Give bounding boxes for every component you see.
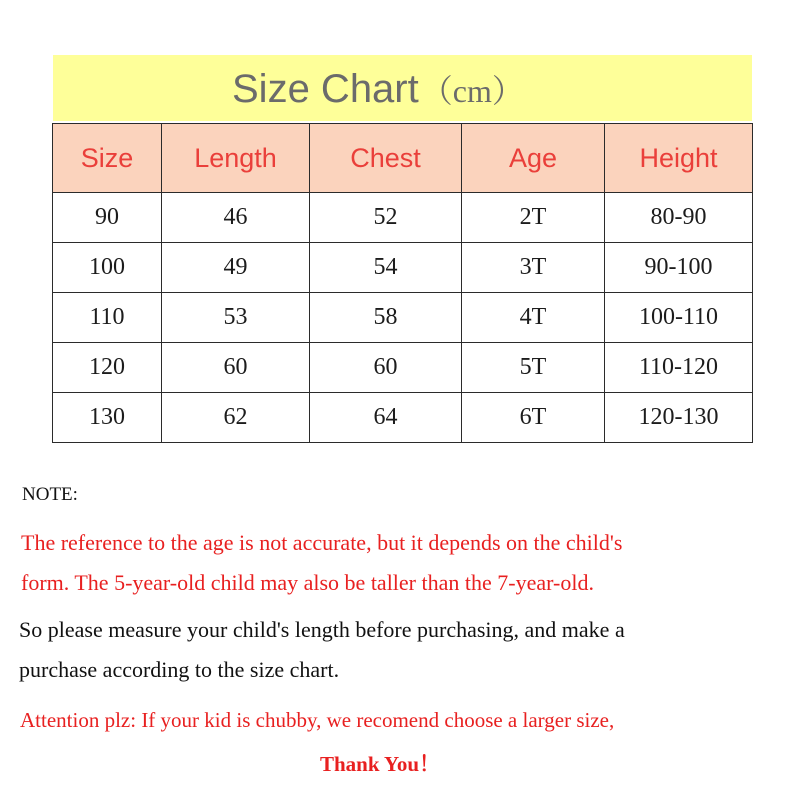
thank-you-text: Thank You！ (319, 752, 441, 776)
cell-length: 53 (162, 293, 310, 343)
age-disclaimer (21, 523, 781, 603)
cell-age: 4T (462, 293, 605, 343)
header-size: Size (53, 124, 162, 193)
title-main-text: Size Chart (232, 67, 419, 111)
cell-size: 90 (53, 193, 162, 243)
page-title (232, 64, 524, 114)
cell-chest: 60 (310, 343, 462, 393)
cell-size: 130 (53, 393, 162, 443)
measure-advice-line: purchase according to the size chart. (19, 657, 340, 682)
cell-height: 80-90 (605, 193, 753, 243)
header-age: Age (462, 124, 605, 193)
cell-length: 60 (162, 343, 310, 393)
table-row (53, 343, 753, 393)
cell-age: 2T (462, 193, 605, 243)
cell-chest: 54 (310, 243, 462, 293)
measure-advice-line: So please measure your child's length before purchasing, and make a (19, 617, 625, 642)
attention-note: Attention plz: If your kid is chubby, we recomend choose a larger size, (20, 708, 615, 732)
cell-height: 90-100 (605, 243, 753, 293)
cell-height: 100-110 (605, 293, 753, 343)
cell-length: 62 (162, 393, 310, 443)
cell-age: 3T (462, 243, 605, 293)
age-disclaimer-line: form. The 5-year-old child may also be taller than the 7-year-old. (21, 570, 594, 595)
cell-chest: 52 (310, 193, 462, 243)
cell-age: 5T (462, 343, 605, 393)
cell-height: 110-120 (605, 343, 753, 393)
title-unit-text: （cm） (420, 73, 524, 109)
table-header-row (53, 124, 753, 193)
cell-length: 49 (162, 243, 310, 293)
cell-size: 100 (53, 243, 162, 293)
table-row (53, 243, 753, 293)
size-chart-table (52, 123, 753, 443)
header-chest: Chest (310, 124, 462, 193)
measure-advice (19, 610, 789, 690)
table-row (53, 193, 753, 243)
cell-size: 110 (53, 293, 162, 343)
cell-age: 6T (462, 393, 605, 443)
cell-chest: 64 (310, 393, 462, 443)
table-row (53, 393, 753, 443)
cell-length: 46 (162, 193, 310, 243)
table-row (53, 293, 753, 343)
note-heading: NOTE: (22, 484, 78, 505)
header-height: Height (605, 124, 753, 193)
cell-height: 120-130 (605, 393, 753, 443)
header-length: Length (162, 124, 310, 193)
cell-chest: 58 (310, 293, 462, 343)
age-disclaimer-line: The reference to the age is not accurate, but it depends on the child's (21, 530, 623, 555)
cell-size: 120 (53, 343, 162, 393)
